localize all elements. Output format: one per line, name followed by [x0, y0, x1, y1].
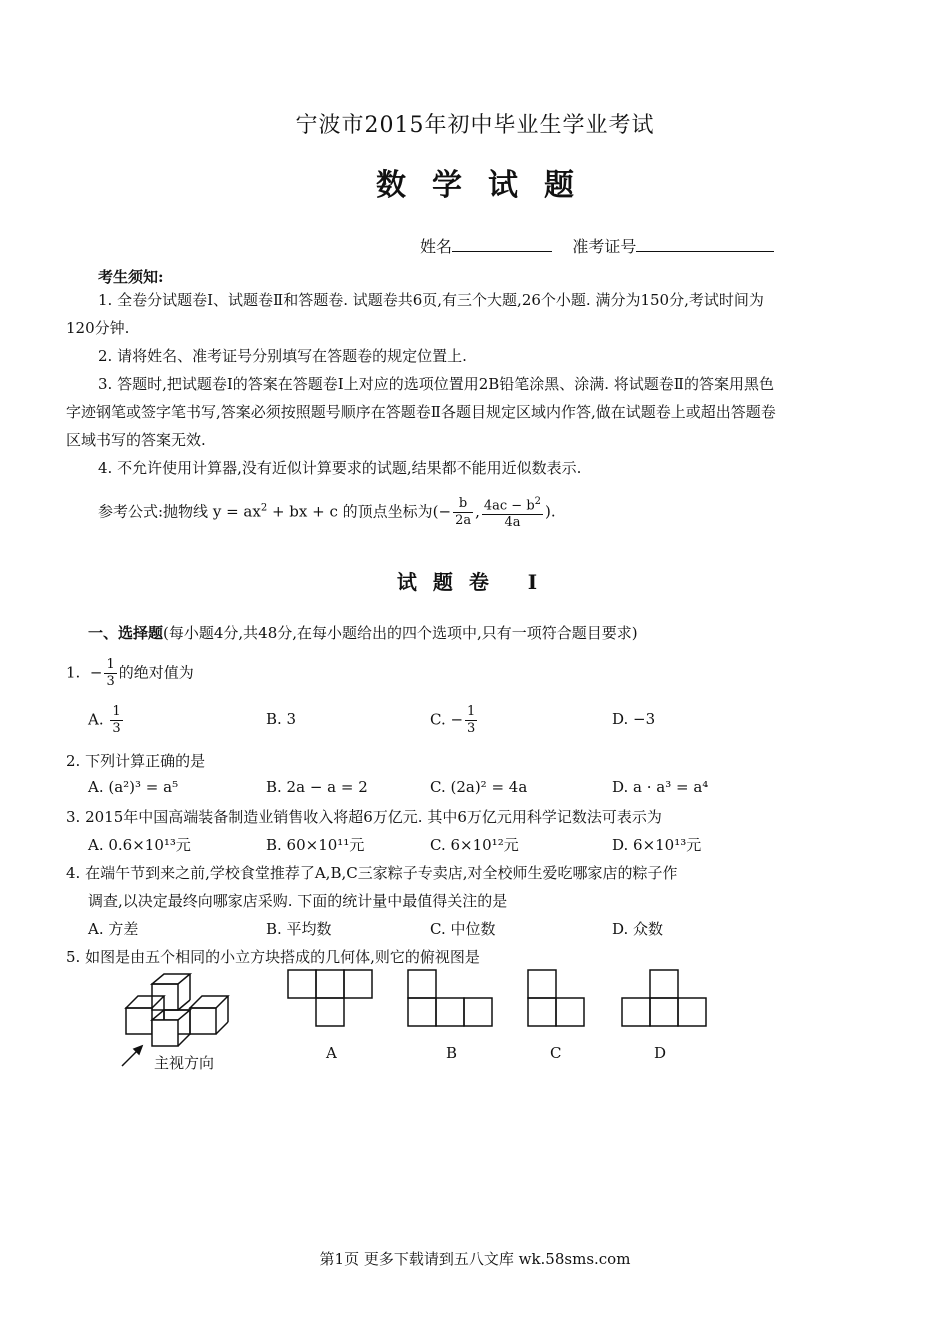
q1-option-b: B. 3	[266, 710, 297, 728]
formula-fraction-1	[453, 496, 473, 529]
square	[650, 998, 678, 1026]
q3-option-a: A. 0.6×10¹³元	[88, 836, 191, 854]
q5-option-a-figure	[286, 968, 376, 1032]
page-footer: 第1页 更多下载请到五八文库 wk.58sms.com	[319, 1250, 631, 1268]
frac1-den: 2a	[455, 513, 472, 529]
q5-option-a-label: A	[326, 1044, 337, 1062]
q1-stem	[66, 657, 194, 690]
q1-a-num: 1	[112, 704, 121, 719]
square	[650, 970, 678, 998]
note-3: 3. 答题时,把试题卷Ⅰ的答案在答题卷Ⅰ上对应的选项位置用2B铅笔涂黑、涂满. 将试题卷Ⅱ的答案用黑色字迹钢笔或签字笔书写,答案必须按照题号顺序在答题卷Ⅱ各题目规定区域内作答,做在试题卷上或超出答题卷区域书写的答案无效.	[66, 375, 776, 449]
q2-option-c: C. (2a)² = 4a	[430, 778, 528, 796]
q1-option-c	[430, 704, 479, 737]
q5-stem: 5. 如图是由五个相同的小立方块搭成的几何体,则它的俯视图是	[66, 948, 480, 966]
cube-front-face	[152, 1020, 178, 1046]
square	[622, 998, 650, 1026]
cube-front-face	[190, 1008, 216, 1034]
q1-c-den: 3	[467, 721, 476, 736]
q1-a-fraction	[110, 704, 122, 737]
id-label: 准考证号	[572, 237, 637, 256]
part-label: 一、选择题	[88, 624, 164, 642]
q5-view-direction-label: 主视方向	[154, 1054, 215, 1072]
id-blank	[636, 237, 774, 252]
subject-title: 数学试题	[376, 168, 600, 203]
q5-option-d-figure	[620, 968, 710, 1032]
notes-heading: 考生须知:	[98, 268, 164, 286]
q1-frac-den: 3	[106, 674, 115, 689]
q2-option-b: B. 2a − a = 2	[266, 778, 368, 796]
square	[408, 998, 436, 1026]
q1-c-label: C. −	[430, 710, 464, 729]
cube-top-face	[126, 996, 164, 1008]
q4-stem-line2: 调查,以决定最终向哪家店采购. 下面的统计量中最值得关注的是	[88, 892, 508, 910]
formula-mid: + bx + c 的顶点坐标为(−	[267, 502, 452, 521]
cube-top-face	[152, 1010, 190, 1020]
square	[464, 998, 492, 1026]
cube-edge	[178, 1034, 190, 1046]
square	[316, 970, 344, 998]
q5-option-c-label: C	[550, 1044, 562, 1062]
q4-option-b: B. 平均数	[266, 920, 332, 938]
cube-top-face	[152, 974, 190, 984]
q5-option-b-label: B	[446, 1044, 458, 1062]
frac1-num: b	[453, 496, 473, 513]
note-1: 1. 全卷分试题卷Ⅰ、试题卷Ⅱ和答题卷. 试题卷共6页,有三个大题,26个小题. 满分为150分,考试时间为120分钟.	[66, 291, 764, 337]
q2-option-d: D. a · a³ = a⁴	[612, 778, 709, 796]
q1-fraction	[104, 657, 116, 690]
frac2-num: $4ac - b^2$	[483, 496, 542, 514]
note-4: 4. 不允许使用计算器,没有近似计算要求的试题,结果都不能用近似数表示.	[98, 459, 582, 477]
square	[528, 998, 556, 1026]
square	[556, 998, 584, 1026]
formula-suffix: ).	[545, 502, 556, 521]
note-2: 2. 请将姓名、准考证号分别填写在答题卷的规定位置上.	[98, 347, 467, 365]
q1-option-a	[88, 704, 125, 737]
q2-stem: 2. 下列计算正确的是	[66, 752, 206, 770]
part-heading	[88, 622, 638, 643]
q4-option-c: C. 中位数	[430, 920, 496, 938]
q5-option-b-figure	[406, 968, 496, 1032]
square	[408, 970, 436, 998]
part-desc: (每小题4分,共48分,在每小题给出的四个选项中,只有一项符合题目要求)	[163, 624, 638, 642]
q1-c-fraction	[465, 704, 477, 737]
name-blank	[452, 237, 552, 252]
formula-prefix: 参考公式:抛物线 y = ax	[98, 502, 261, 521]
square	[316, 998, 344, 1026]
q3-option-d: D. 6×10¹³元	[612, 836, 702, 854]
q3-option-c: C. 6×10¹²元	[430, 836, 519, 854]
q1-c-num: 1	[467, 704, 476, 719]
cube-front-face	[152, 984, 178, 1010]
formula-fraction-2	[482, 494, 543, 531]
q1-a-den: 3	[112, 721, 121, 736]
q1-sign: −	[89, 663, 103, 682]
cube-edge	[178, 1000, 190, 1010]
section-title: 试题卷 Ⅰ	[396, 570, 554, 594]
q5-option-d-label: D	[654, 1044, 667, 1062]
q1-number: 1.	[66, 663, 81, 682]
frac2-den: 4a	[504, 515, 521, 531]
reference-formula: 参考公式:抛物线 $y = ax^2$ + bx + c 的顶点坐标为(− $\frac{b}{2a}$ , $\frac{4ac - b^2}{4a}$ ).	[98, 496, 556, 531]
q3-stem: 3. 2015年中国高端装备制造业销售收入将超6万亿元. 其中6万亿元用科学记数法可表示为	[66, 808, 662, 826]
q1-a-label: A.	[88, 710, 104, 729]
q1-frac-num: 1	[106, 657, 115, 672]
exam-title: 宁波市2015年初中毕业生学业考试	[295, 113, 655, 138]
cube-front-face	[126, 1008, 152, 1034]
q4-option-a: A. 方差	[88, 920, 139, 938]
candidate-info-line	[420, 234, 774, 257]
square	[678, 998, 706, 1026]
square	[288, 970, 316, 998]
cube-top-face	[190, 996, 228, 1008]
q4-stem-line1: 4. 在端午节到来之前,学校食堂推荐了A,B,C三家粽子专卖店,对全校师生爱吃哪家店的粽子作	[66, 864, 678, 882]
frac2-num-text: 4ac − b	[483, 498, 535, 514]
q2-option-a: A. (a²)³ = a⁵	[88, 778, 179, 796]
q1-text: 的绝对值为	[118, 663, 194, 682]
q5-option-c-figure	[526, 968, 590, 1032]
q4-option-d: D. 众数	[612, 920, 664, 938]
square	[344, 970, 372, 998]
cube-edge	[216, 1022, 228, 1034]
q3-option-b: B. 60×10¹¹元	[266, 836, 365, 854]
square	[528, 970, 556, 998]
square	[436, 998, 464, 1026]
name-label: 姓名	[420, 237, 453, 256]
q1-option-d: D. −3	[612, 710, 656, 728]
